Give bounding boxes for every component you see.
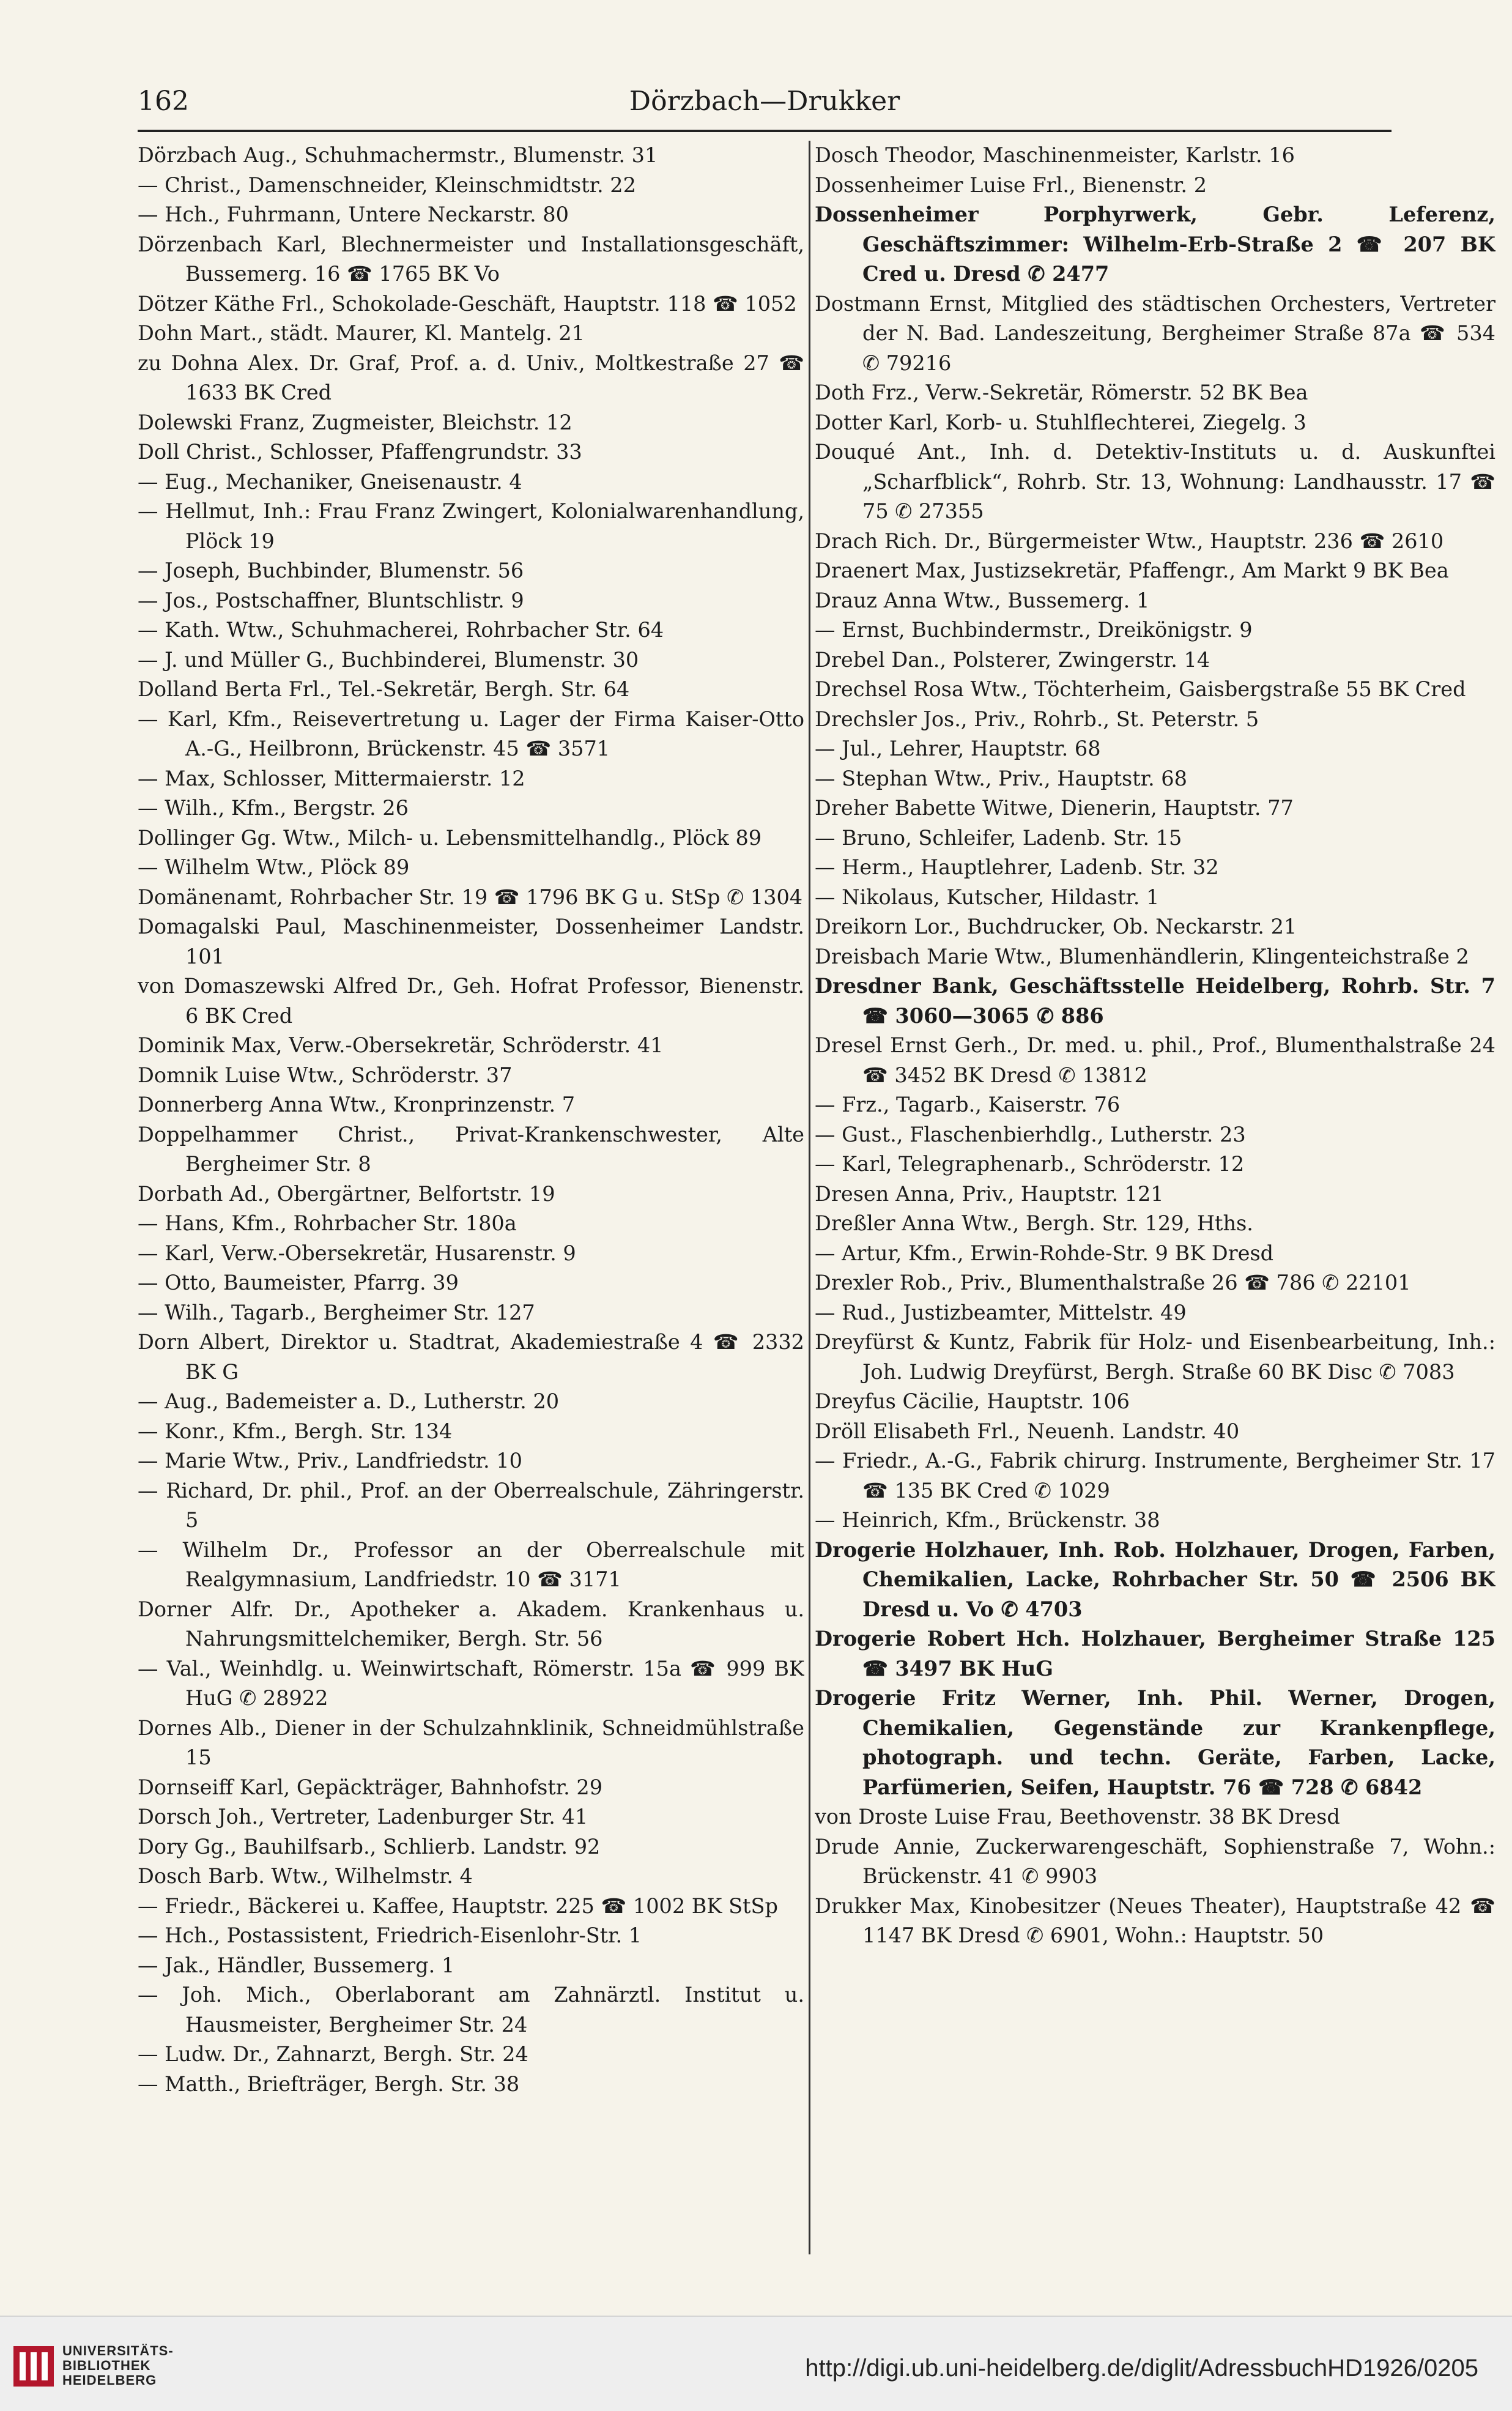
- directory-entry: von Domaszewski Alfred Dr., Geh. Hofrat Professor, Bienenstr. 6 BK Cred: [138, 974, 804, 1028]
- directory-entry: — Christ., Damenschneider, Kleinschmidtstr. 22: [138, 173, 636, 197]
- directory-entry: — Rud., Justizbeamter, Mittelstr. 49: [815, 1300, 1187, 1324]
- directory-entry: Dostmann Ernst, Mitglied des städtischen Orchesters, Vertreter der N. Bad. Landeszeitung, Bergheimer Straße 87a ☎ 534 ✆ 79216: [815, 291, 1495, 375]
- directory-entry: — Aug., Bademeister a. D., Lutherstr. 20: [138, 1389, 560, 1413]
- directory-entry: Drude Annie, Zuckerwarengeschäft, Sophienstraße 7, Wohn.: Brückenstr. 41 ✆ 9903: [815, 1834, 1495, 1888]
- directory-entry: Dosch Barb. Wtw., Wilhelmstr. 4: [138, 1864, 473, 1888]
- directory-entry: Dresen Anna, Priv., Hauptstr. 121: [815, 1181, 1164, 1206]
- directory-entry: — Artur, Kfm., Erwin-Rohde-Str. 9 BK Dresd: [815, 1241, 1274, 1265]
- directory-entry: von Droste Luise Frau, Beethovenstr. 38 BK Dresd: [815, 1805, 1340, 1829]
- directory-entry: Drechsler Jos., Priv., Rohrb., St. Peterstr. 5: [815, 707, 1259, 731]
- directory-entry: — Marie Wtw., Priv., Landfriedstr. 10: [138, 1449, 522, 1473]
- directory-entry: — Karl, Telegraphenarb., Schröderstr. 12: [815, 1152, 1245, 1176]
- directory-entry: — Hellmut, Inh.: Frau Franz Zwingert, Kolonialwarenhandlung, Plöck 19: [138, 499, 804, 553]
- right-column: [815, 141, 1495, 2282]
- directory-entry: — Heinrich, Kfm., Brückenstr. 38: [815, 1508, 1160, 1532]
- directory-entry: Dory Gg., Bauhilfsarb., Schlierb. Landstr. 92: [138, 1834, 601, 1859]
- running-head: Dörzbach—Drukker: [629, 86, 900, 117]
- directory-entry: Dresel Ernst Gerh., Dr. med. u. phil., Prof., Blumenthalstraße 24 ☎ 3452 BK Dresd ✆ 13812: [815, 1033, 1495, 1087]
- directory-entry: Dorner Alfr. Dr., Apotheker a. Akadem. Krankenhaus u. Nahrungsmittelchemiker, Bergh. Str. 56: [138, 1597, 804, 1651]
- directory-entry: — Friedr., Bäckerei u. Kaffee, Hauptstr. 225 ☎ 1002 BK StSp: [138, 1893, 778, 1918]
- directory-entry: Dresdner Bank, Geschäftsstelle Heidelberg, Rohrb. Str. 7 ☎ 3060—3065 ✆ 886: [815, 974, 1495, 1028]
- directory-entry: — Ludw. Dr., Zahnarzt, Bergh. Str. 24: [138, 2042, 528, 2066]
- directory-entry: Drechsel Rosa Wtw., Töchterheim, Gaisbergstraße 55 BK Cred: [815, 677, 1466, 701]
- directory-entry: Dossenheimer Porphyrwerk, Gebr. Leferenz, Geschäftszimmer: Wilhelm-Erb-Straße 2 ☎ 207 BK Cred u. Dresd ✆ 2477: [815, 202, 1495, 286]
- directory-entry: — Wilh., Tagarb., Bergheimer Str. 127: [138, 1300, 535, 1324]
- directory-entry: Dreyfus Cäcilie, Hauptstr. 106: [815, 1389, 1130, 1413]
- directory-entry: Doll Christ., Schlosser, Pfaffengrundstr. 33: [138, 440, 582, 464]
- directory-entry: Domnik Luise Wtw., Schröderstr. 37: [138, 1063, 513, 1087]
- directory-entry: — Hans, Kfm., Rohrbacher Str. 180a: [138, 1211, 517, 1235]
- directory-entry: Dohn Mart., städt. Maurer, Kl. Mantelg. 21: [138, 321, 585, 345]
- source-url-link[interactable]: http://digi.ub.uni-heidelberg.de/diglit/AdressbuchHD1926/0205: [805, 2355, 1478, 2382]
- directory-entry: Drogerie Fritz Werner, Inh. Phil. Werner, Drogen, Chemikalien, Gegenstände zur Krankenpflege, photograph. und techn. Geräte, Farben, Lacke, Parfümerien, Seifen, Hauptstr. 76 ☎ 728 ✆ 6842: [815, 1686, 1495, 1799]
- directory-entry: — Otto, Baumeister, Pfarrg. 39: [138, 1271, 459, 1295]
- directory-entry: — Karl, Kfm., Reisevertretung u. Lager der Firma Kaiser-Otto A.-G., Heilbronn, Brückenstr. 45 ☎ 3571: [138, 707, 804, 760]
- directory-entry: Drauz Anna Wtw., Bussemerg. 1: [815, 588, 1150, 612]
- directory-entry: — Jos., Postschaffner, Bluntschlistr. 9: [138, 588, 524, 612]
- directory-entry: — Ernst, Buchbindermstr., Dreikönigstr. 9: [815, 618, 1253, 642]
- directory-entry: Dötzer Käthe Frl., Schokolade-Geschäft, Hauptstr. 118 ☎ 1052: [138, 291, 797, 316]
- directory-entry: Dreyfürst & Kuntz, Fabrik für Holz- und Eisenbearbeitung, Inh.: Joh. Ludwig Dreyfürst, Bergh. Straße 60 BK Disc ✆ 7083: [815, 1330, 1495, 1384]
- directory-entry: Doppelhammer Christ., Privat-Krankenschwester, Alte Bergheimer Str. 8: [138, 1122, 804, 1176]
- header-rule: [138, 130, 1392, 132]
- directory-entry: Drukker Max, Kinobesitzer (Neues Theater), Hauptstraße 42 ☎ 1147 BK Dresd ✆ 6901, Wohn.: Hauptstr. 50: [815, 1893, 1495, 1947]
- directory-entry: Dornes Alb., Diener in der Schulzahnklinik, Schneidmühlstraße 15: [138, 1715, 804, 1769]
- directory-entry: Douqué Ant., Inh. d. Detektiv-Instituts u. d. Auskunftei „Scharfblick“, Rohrb. Str. 13, Wohnung: Landhausstr. 17 ☎ 75 ✆ 27355: [815, 440, 1495, 523]
- directory-entry: — Hch., Postassistent, Friedrich-Eisenlohr-Str. 1: [138, 1923, 642, 1947]
- directory-entry: — Herm., Hauptlehrer, Ladenb. Str. 32: [815, 855, 1219, 879]
- directory-entry: — Gust., Flaschenbierhdlg., Lutherstr. 23: [815, 1122, 1246, 1146]
- directory-entry: Doth Frz., Verw.-Sekretär, Römerstr. 52 BK Bea: [815, 381, 1308, 404]
- directory-entry: Dolewski Franz, Zugmeister, Bleichstr. 12: [138, 410, 573, 434]
- left-column: [138, 141, 804, 2282]
- directory-entry: Drogerie Robert Hch. Holzhauer, Bergheimer Straße 125 ☎ 3497 BK HuG: [815, 1627, 1495, 1681]
- directory-entry: — Friedr., A.-G., Fabrik chirurg. Instrumente, Bergheimer Str. 17 ☎ 135 BK Cred ✆ 1029: [815, 1449, 1495, 1503]
- directory-entry: Dominik Max, Verw.-Obersekretär, Schröderstr. 41: [138, 1033, 664, 1057]
- directory-entry: Dreisbach Marie Wtw., Blumenhändlerin, Klingenteichstraße 2: [815, 944, 1469, 968]
- directory-entry: Dossenheimer Luise Frl., Bienenstr. 2: [815, 173, 1207, 197]
- page-header: [138, 86, 1392, 122]
- directory-entry: zu Dohna Alex. Dr. Graf, Prof. a. d. Univ., Moltkestraße 27 ☎ 1633 BK Cred: [138, 351, 804, 404]
- directory-entry: Domagalski Paul, Maschinenmeister, Dossenheimer Landstr. 101: [138, 915, 804, 968]
- directory-entry: Dorsch Joh., Vertreter, Ladenburger Str. 41: [138, 1805, 588, 1829]
- directory-entry: Dreßler Anna Wtw., Bergh. Str. 129, Hths.: [815, 1211, 1253, 1235]
- directory-entry: Drogerie Holzhauer, Inh. Rob. Holzhauer, Drogen, Farben, Chemikalien, Lacke, Rohrbacher Str. 50 ☎ 2506 BK Dresd u. Vo ✆ 4703: [815, 1537, 1495, 1621]
- logo-text-line-2: BIBLIOTHEK: [62, 2358, 151, 2373]
- directory-entry: — Bruno, Schleifer, Ladenb. Str. 15: [815, 825, 1182, 850]
- directory-entry: — Konr., Kfm., Bergh. Str. 134: [138, 1419, 453, 1443]
- directory-entry: Dotter Karl, Korb- u. Stuhlflechterei, Ziegelg. 3: [815, 410, 1306, 434]
- column-divider: [809, 141, 810, 2254]
- directory-entry: Dorbath Ad., Obergärtner, Belfortstr. 19: [138, 1181, 555, 1206]
- directory-entry: — Max, Schlosser, Mittermaierstr. 12: [138, 766, 525, 790]
- directory-entry: Drach Rich. Dr., Bürgermeister Wtw., Hauptstr. 236 ☎ 2610: [815, 529, 1444, 553]
- directory-entry: Dröll Elisabeth Frl., Neuenh. Landstr. 40: [815, 1419, 1240, 1443]
- directory-entry: — Jul., Lehrer, Hauptstr. 68: [815, 737, 1101, 760]
- directory-entry: — Joseph, Buchbinder, Blumenstr. 56: [138, 559, 524, 582]
- directory-entry: — Wilh., Kfm., Bergstr. 26: [138, 796, 409, 820]
- directory-entry: — Jak., Händler, Bussemerg. 1: [138, 1953, 455, 1977]
- directory-entry: — Nikolaus, Kutscher, Hildastr. 1: [815, 885, 1160, 909]
- directory-entry: Dorn Albert, Direktor u. Stadtrat, Akademiestraße 4 ☎ 2332 BK G: [138, 1330, 804, 1384]
- directory-entry: Donnerberg Anna Wtw., Kronprinzenstr. 7: [138, 1093, 576, 1116]
- directory-entry: — Val., Weinhdlg. u. Weinwirtschaft, Römerstr. 15a ☎ 999 BK HuG ✆ 28922: [138, 1656, 804, 1710]
- directory-entry: — Joh. Mich., Oberlaborant am Zahnärztl. Institut u. Hausmeister, Bergheimer Str. 24: [138, 1983, 804, 2037]
- directory-entry: Domänenamt, Rohrbacher Str. 19 ☎ 1796 BK G u. StSp ✆ 1304: [138, 885, 803, 909]
- directory-entry: — Wilhelm Dr., Professor an der Oberrealschule mit Realgymnasium, Landfriedstr. 10 ☎ 3171: [138, 1537, 804, 1591]
- directory-entry: Drexler Rob., Priv., Blumenthalstraße 26 ☎ 786 ✆ 22101: [815, 1271, 1411, 1295]
- directory-entry: — Richard, Dr. phil., Prof. an der Oberrealschule, Zähringerstr. 5: [138, 1478, 804, 1532]
- page-number: 162: [138, 86, 189, 117]
- directory-entry: Dollinger Gg. Wtw., Milch- u. Lebensmittelhandlg., Plöck 89: [138, 825, 762, 850]
- directory-entry: — Kath. Wtw., Schuhmacherei, Rohrbacher Str. 64: [138, 618, 664, 642]
- logo-text-line-3: HEIDELBERG: [62, 2372, 157, 2388]
- library-logo-icon: [13, 2346, 54, 2387]
- directory-entry: Dosch Theodor, Maschinenmeister, Karlstr. 16: [815, 143, 1295, 167]
- directory-entry: — Eug., Mechaniker, Gneisenaustr. 4: [138, 469, 522, 494]
- directory-entry: — J. und Müller G., Buchbinderei, Blumenstr. 30: [138, 647, 639, 672]
- directory-entry: Draenert Max, Justizsekretär, Pfaffengr., Am Markt 9 BK Bea: [815, 559, 1449, 582]
- directory-entry: Dörzenbach Karl, Blechnermeister und Installationsgeschäft, Bussemerg. 16 ☎ 1765 BK Vo: [138, 232, 804, 286]
- directory-entry: Drebel Dan., Polsterer, Zwingerstr. 14: [815, 647, 1210, 672]
- logo-text-line-1: UNIVERSITÄTS-: [62, 2343, 174, 2358]
- directory-entry: Dörzbach Aug., Schuhmachermstr., Blumenstr. 31: [138, 143, 658, 167]
- directory-entry: — Hch., Fuhrmann, Untere Neckarstr. 80: [138, 202, 569, 226]
- directory-entry: Dolland Berta Frl., Tel.-Sekretär, Bergh. Str. 64: [138, 677, 630, 701]
- directory-entry: — Karl, Verw.-Obersekretär, Husarenstr. 9: [138, 1241, 576, 1265]
- directory-entry: — Matth., Briefträger, Bergh. Str. 38: [138, 2071, 520, 2096]
- directory-entry: Dreikorn Lor., Buchdrucker, Ob. Neckarstr. 21: [815, 915, 1297, 938]
- directory-entry: Dreher Babette Witwe, Dienerin, Hauptstr. 77: [815, 796, 1294, 820]
- directory-entry: — Stephan Wtw., Priv., Hauptstr. 68: [815, 766, 1187, 790]
- directory-entry: — Wilhelm Wtw., Plöck 89: [138, 855, 410, 879]
- footer-bar: [0, 2316, 1512, 2411]
- directory-entry: Dornseiff Karl, Gepäckträger, Bahnhofstr. 29: [138, 1775, 603, 1799]
- directory-entry: — Frz., Tagarb., Kaiserstr. 76: [815, 1093, 1121, 1116]
